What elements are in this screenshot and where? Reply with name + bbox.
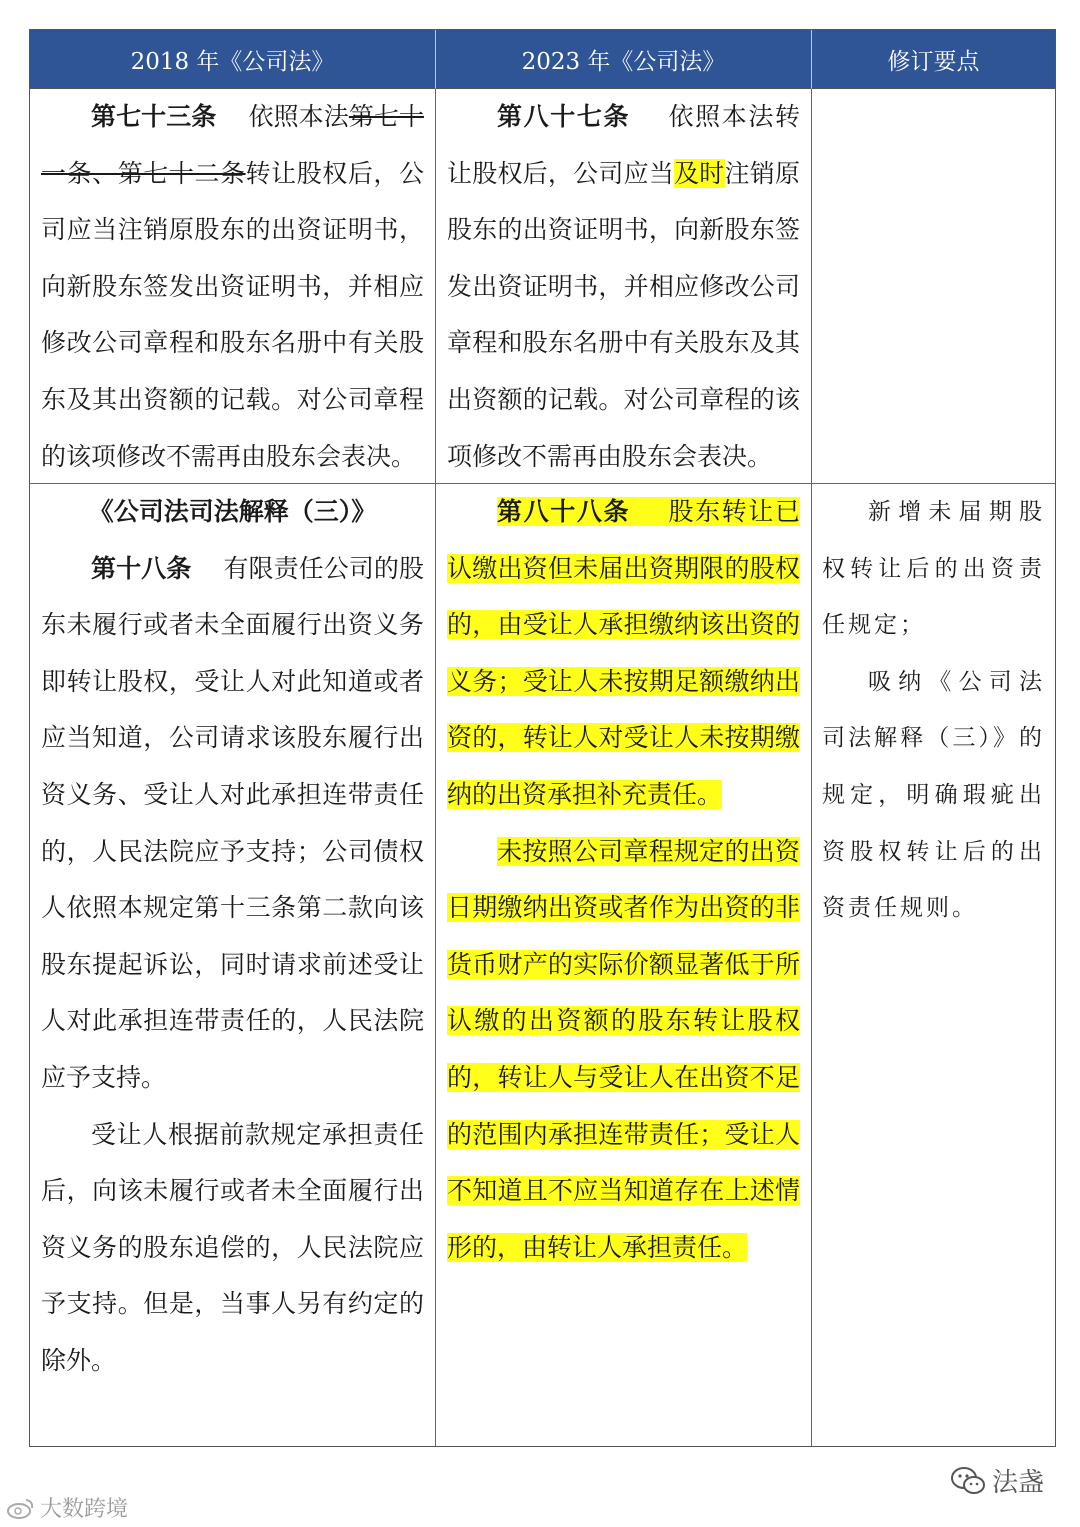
note-para2: 吸纳《公司法司法解释（三）》的规定，明确瑕疵出资股权转让后的出资责任规则。 (822, 668, 1045, 922)
highlighted-text: 及时 (674, 158, 725, 188)
row1-notes-cell (812, 89, 1055, 484)
article-18-para1 (30, 541, 435, 1107)
text-body: 有限责任公司的股东未履行或者未全面履行出资义务即转让股权，受让人对此知道或者应当知道，公司请求该股东履行出资义务、受让人对此承担连带责任的，人民法院应予支持；公司债权人依照本规定第十三条第二款向该股东提起诉讼，同时请求前述受让人对此承担连带责任的，人民法院应予支持。 (41, 553, 424, 1092)
weibo-icon (6, 1496, 36, 1520)
brand-footer (950, 1462, 1044, 1499)
header-label: 2018 年《公司法》 (130, 48, 335, 75)
row1-2018-cell (30, 89, 436, 484)
highlighted-text: 股东转让已认缴出资但未届出资期限的股权的，由受让人承担缴纳该出资的义务；受让人未按期足额缴纳出资的，转让人对受让人未按期缴纳的出资承担补充责任。 (447, 497, 800, 809)
article-73-text (30, 89, 435, 485)
text-part: 注销原股东的出资证明书，向新股东签发出资证明书，并相应修改公司章程和股东名册中有关股东及其出资额的记载。对公司章程的该项修改不需再由股东会表决。 (447, 158, 800, 471)
article-title: 第八十八条 (497, 497, 631, 526)
header-label: 修订要点 (887, 48, 980, 75)
row2-notes-cell (812, 484, 1055, 1446)
text-rest: 转让股权后，公司应当注销原股东的出资证明书，向新股东签发出资证明书，并相应修改公司章程和股东名册中有关股东及其出资额的记载。对公司章程的该项修改不需再由股东会表决。 (41, 158, 424, 471)
article-title: 第七十三条 (91, 102, 217, 131)
deleted-text: 第七十一条、第七十二条 (41, 102, 424, 188)
wechat-icon (950, 1466, 986, 1496)
header-2018-law (30, 30, 436, 89)
article-88-para1 (436, 484, 811, 824)
article-88-para2 (436, 824, 811, 1277)
header-2023-law (436, 30, 812, 89)
text-lead: 依照本法 (248, 102, 349, 131)
text-part: 依照本法转让股权后，公司应当 (447, 102, 800, 188)
comparison-table (29, 29, 1056, 1447)
header-revision-points (812, 30, 1055, 89)
header-label: 2023 年《公司法》 (521, 48, 726, 75)
highlighted-text: 未按照公司章程规定的出资日期缴纳出资或者作为出资的非货币财产的实际价额显著低于所认缴的出资额的股东转让股权的，转让人与受让人在出资不足的范围内承担连带责任；受让人不知道且不应当知道存在上述情形的，由转让人承担责任。 (447, 836, 800, 1262)
brand-name: 法盏 (991, 1468, 1044, 1498)
row2-2018-cell (30, 484, 436, 1446)
article-87-text (436, 89, 811, 485)
article-title: 第八十七条 (497, 102, 631, 131)
heading-text: 《公司法司法解释（三）》 (88, 497, 377, 526)
watermark (6, 1492, 128, 1523)
row1-2023-cell (436, 89, 812, 484)
row2-2023-cell (436, 484, 812, 1446)
judicial-interpretation-heading (30, 484, 435, 541)
watermark-text: 大数跨境 (40, 1497, 129, 1522)
article-18-para2: 受让人根据前款规定承担责任后，向该未履行或者未全面履行出资义务的股东追偿的，人民法院应予支持。但是，当事人另有约定的除外。 (41, 1119, 424, 1375)
article-title: 第十八条 (91, 553, 192, 583)
note-para1: 新增未届期股权转让后的出资责任规定； (822, 499, 1045, 639)
